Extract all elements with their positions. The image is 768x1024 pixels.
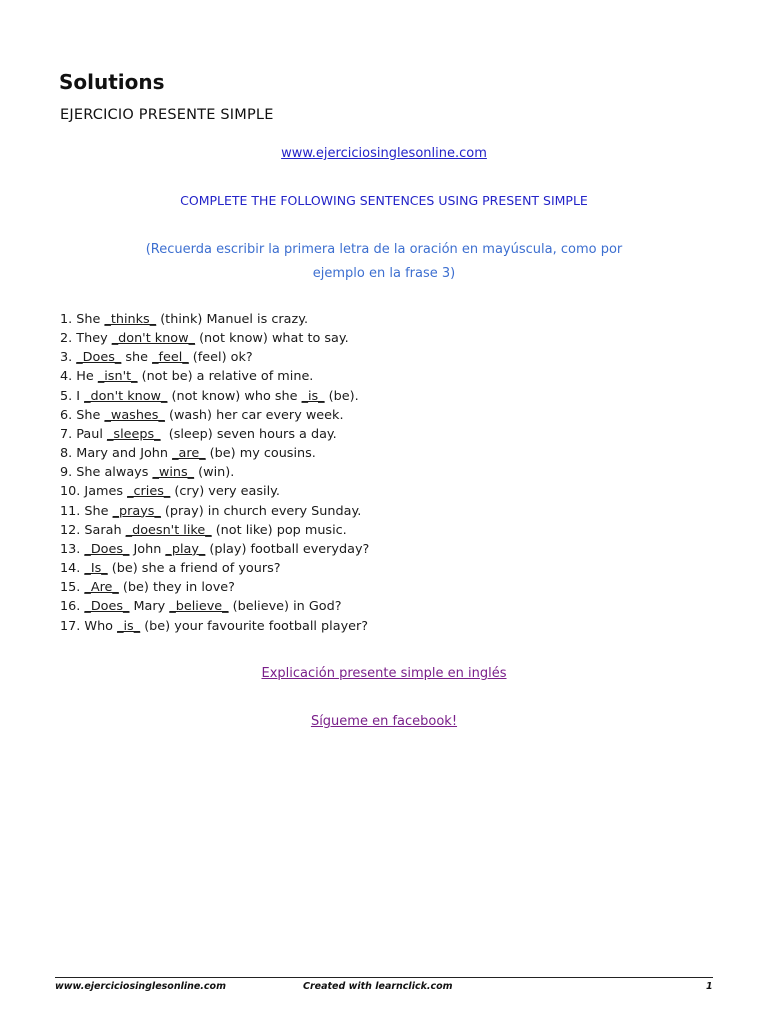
sentence-text: (sleep) seven hours a day. <box>160 426 337 442</box>
page-subtitle: EJERCICIO PRESENTE SIMPLE <box>60 107 274 123</box>
answer-blank: _doesn't like_ <box>125 522 212 538</box>
sentence-text: 3. <box>60 350 77 366</box>
sentence-text: she <box>121 350 153 366</box>
footer-site: www.ejerciciosinglesonline.com <box>55 981 226 992</box>
exercise-sentence <box>60 463 369 482</box>
sentence-text: 8. Mary and John <box>60 446 173 462</box>
sentence-text: (not know) who she <box>167 388 302 404</box>
answer-blank: _cries_ <box>127 484 171 500</box>
exercise-sentence <box>60 406 369 425</box>
note-text <box>60 238 708 286</box>
exercise-sentence <box>60 540 369 559</box>
sentence-text: (be) your favourite football player? <box>140 618 369 634</box>
answer-blank: _Does_ <box>84 599 130 615</box>
exercise-sentence <box>60 444 369 463</box>
exercise-sentence <box>60 425 369 444</box>
exercise-sentence <box>60 617 369 636</box>
answer-blank: _prays_ <box>112 503 161 519</box>
sentence-text: 16. <box>60 599 85 615</box>
answer-blank: _Does_ <box>76 350 122 366</box>
sentence-text: 15. <box>60 580 85 596</box>
sentence-text: (believe) in God? <box>228 599 342 615</box>
exercise-sentence <box>60 578 369 597</box>
note-line-1: (Recuerda escribir la primera letra de la oración en mayúscula, como por <box>145 242 623 257</box>
exercise-sentence <box>60 502 369 521</box>
exercise-sentence <box>60 310 369 329</box>
explanation-link[interactable]: Explicación presente simple en inglés <box>261 666 507 681</box>
footer-divider <box>55 977 713 978</box>
exercise-sentence <box>60 559 369 578</box>
answer-blank: _don't know_ <box>84 388 168 404</box>
answer-blank: _play_ <box>165 541 206 557</box>
answer-blank: _washes_ <box>104 407 165 423</box>
site-link[interactable]: www.ejerciciosinglesonline.com <box>281 146 487 161</box>
exercise-sentence <box>60 348 369 367</box>
sentence-text: 5. I <box>60 388 85 404</box>
answer-blank: _don't know_ <box>111 331 195 347</box>
exercise-sentence <box>60 387 369 406</box>
answer-blank: _isn't_ <box>97 369 138 385</box>
sentence-text: (pray) in church every Sunday. <box>160 503 362 519</box>
answer-blank: _feel_ <box>152 350 189 366</box>
page-number: 1 <box>706 981 713 992</box>
sentence-text: 4. He <box>60 369 98 385</box>
sentence-text: (not be) a relative of mine. <box>137 369 314 385</box>
answer-blank: _believe_ <box>169 599 229 615</box>
sentence-text: (be) my cousins. <box>205 446 316 462</box>
sentence-text: Mary <box>129 599 170 615</box>
answer-blank: _is_ <box>301 388 325 404</box>
answer-blank: _is_ <box>117 618 141 634</box>
sentence-text: 17. Who <box>60 618 118 634</box>
answer-blank: _Does_ <box>84 541 130 557</box>
sentence-text: (not like) pop music. <box>211 522 347 538</box>
note-line-2: ejemplo en la frase 3) <box>312 266 456 281</box>
sentence-text: (play) football everyday? <box>205 541 370 557</box>
sentence-text: (wash) her car every week. <box>164 407 344 423</box>
answer-blank: _sleeps_ <box>107 426 161 442</box>
sentence-text: 12. Sarah <box>60 522 126 538</box>
sentence-text: 10. James <box>60 484 128 500</box>
sentence-text: John <box>129 541 166 557</box>
exercise-sentence <box>60 597 369 616</box>
sentence-text: 9. She always <box>60 465 153 481</box>
sentence-text: 2. They <box>60 331 112 347</box>
sentence-text: (be). <box>324 388 359 404</box>
exercise-sentence <box>60 521 369 540</box>
exercise-sentence <box>60 482 369 501</box>
sentence-text: 13. <box>60 541 85 557</box>
sentence-text: 1. She <box>60 312 105 327</box>
sentence-text: 14. <box>60 561 85 577</box>
answer-blank: _Are_ <box>84 580 119 596</box>
sentence-text: (not know) what to say. <box>195 331 349 347</box>
footer-credit: Created with learnclick.com <box>303 981 453 992</box>
sentence-text: (win). <box>194 465 235 481</box>
sentence-text: (cry) very easily. <box>170 484 280 500</box>
sentence-text: 11. She <box>60 503 113 519</box>
exercise-list <box>60 310 369 636</box>
exercise-sentence <box>60 329 369 348</box>
answer-blank: _thinks_ <box>104 312 157 327</box>
answer-blank: _are_ <box>172 446 206 462</box>
page-title: Solutions <box>59 70 165 94</box>
exercise-sentence <box>60 367 369 386</box>
sentence-text: (be) she a friend of yours? <box>107 561 281 577</box>
sentence-text: 7. Paul <box>60 426 107 442</box>
facebook-link[interactable]: Sígueme en facebook! <box>310 714 458 729</box>
instruction-text: COMPLETE THE FOLLOWING SENTENCES USING PRESENT SIMPLE <box>180 193 588 208</box>
answer-blank: _wins_ <box>152 465 195 481</box>
sentence-text: 6. She <box>60 407 105 423</box>
answer-blank: _Is_ <box>84 561 108 577</box>
sentence-text: (be) they in love? <box>118 580 235 596</box>
sentence-text: (think) Manuel is crazy. <box>156 312 309 327</box>
sentence-text: (feel) ok? <box>188 350 253 366</box>
